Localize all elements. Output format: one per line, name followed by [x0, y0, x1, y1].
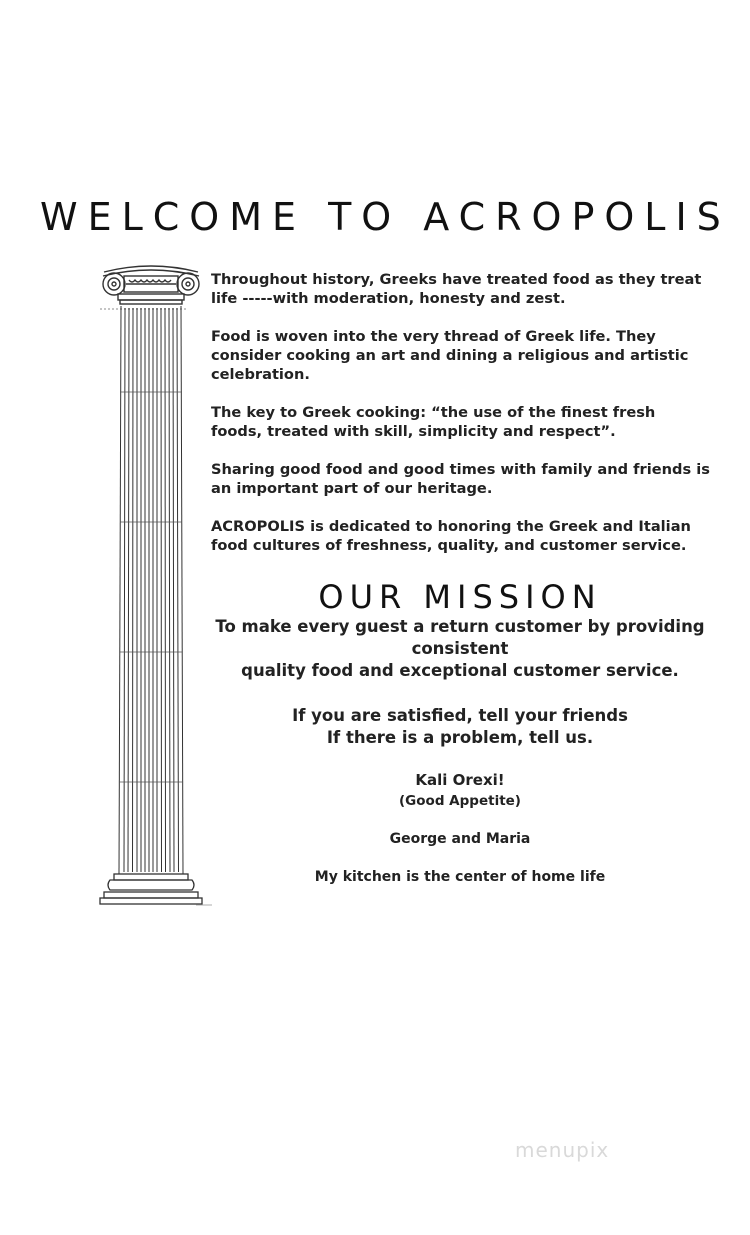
feedback-lines — [210, 705, 710, 749]
greeting: Kali Orexi! — [415, 771, 505, 789]
intro-paragraph-sharing: Sharing good food and good times with family and friends is an important part of our heritage. — [211, 461, 710, 497]
intro-paragraph-food-thread: Food is woven into the very thread of Greek life. They consider cooking an art and dining a religious and artistic celebration. — [211, 328, 689, 383]
mission-heading: OUR MISSION — [318, 578, 602, 616]
feedback-satisfied: If you are satisfied, tell your friends — [292, 706, 628, 725]
greek-column-illustration — [96, 262, 214, 907]
intro-paragraph-key: The key to Greek cooking: “the use of the finest fresh foods, treated with skill, simplicity and respect”. — [211, 404, 656, 440]
intro-paragraph-history: Throughout history, Greeks have treated food as they treat life -----with moderation, honesty and zest. — [211, 271, 702, 307]
mission-line-2: quality food and exceptional customer service. — [241, 661, 679, 680]
watermark: menupix — [515, 1138, 610, 1162]
mission-statement — [210, 616, 710, 682]
greeting-translation: (Good Appetite) — [399, 793, 521, 809]
page-title: WELCOME TO ACROPOLIS — [40, 195, 731, 239]
signature: George and Maria — [389, 831, 531, 847]
feedback-problem: If there is a problem, tell us. — [326, 728, 594, 747]
mission-line-1: To make every guest a return customer by providing consistent — [215, 617, 705, 658]
motto: My kitchen is the center of home life — [314, 869, 606, 885]
intro-paragraph-dedication: ACROPOLIS is dedicated to honoring the Greek and Italian food cultures of freshness, quality, and customer service. — [211, 518, 691, 554]
intro-text — [211, 270, 711, 574]
